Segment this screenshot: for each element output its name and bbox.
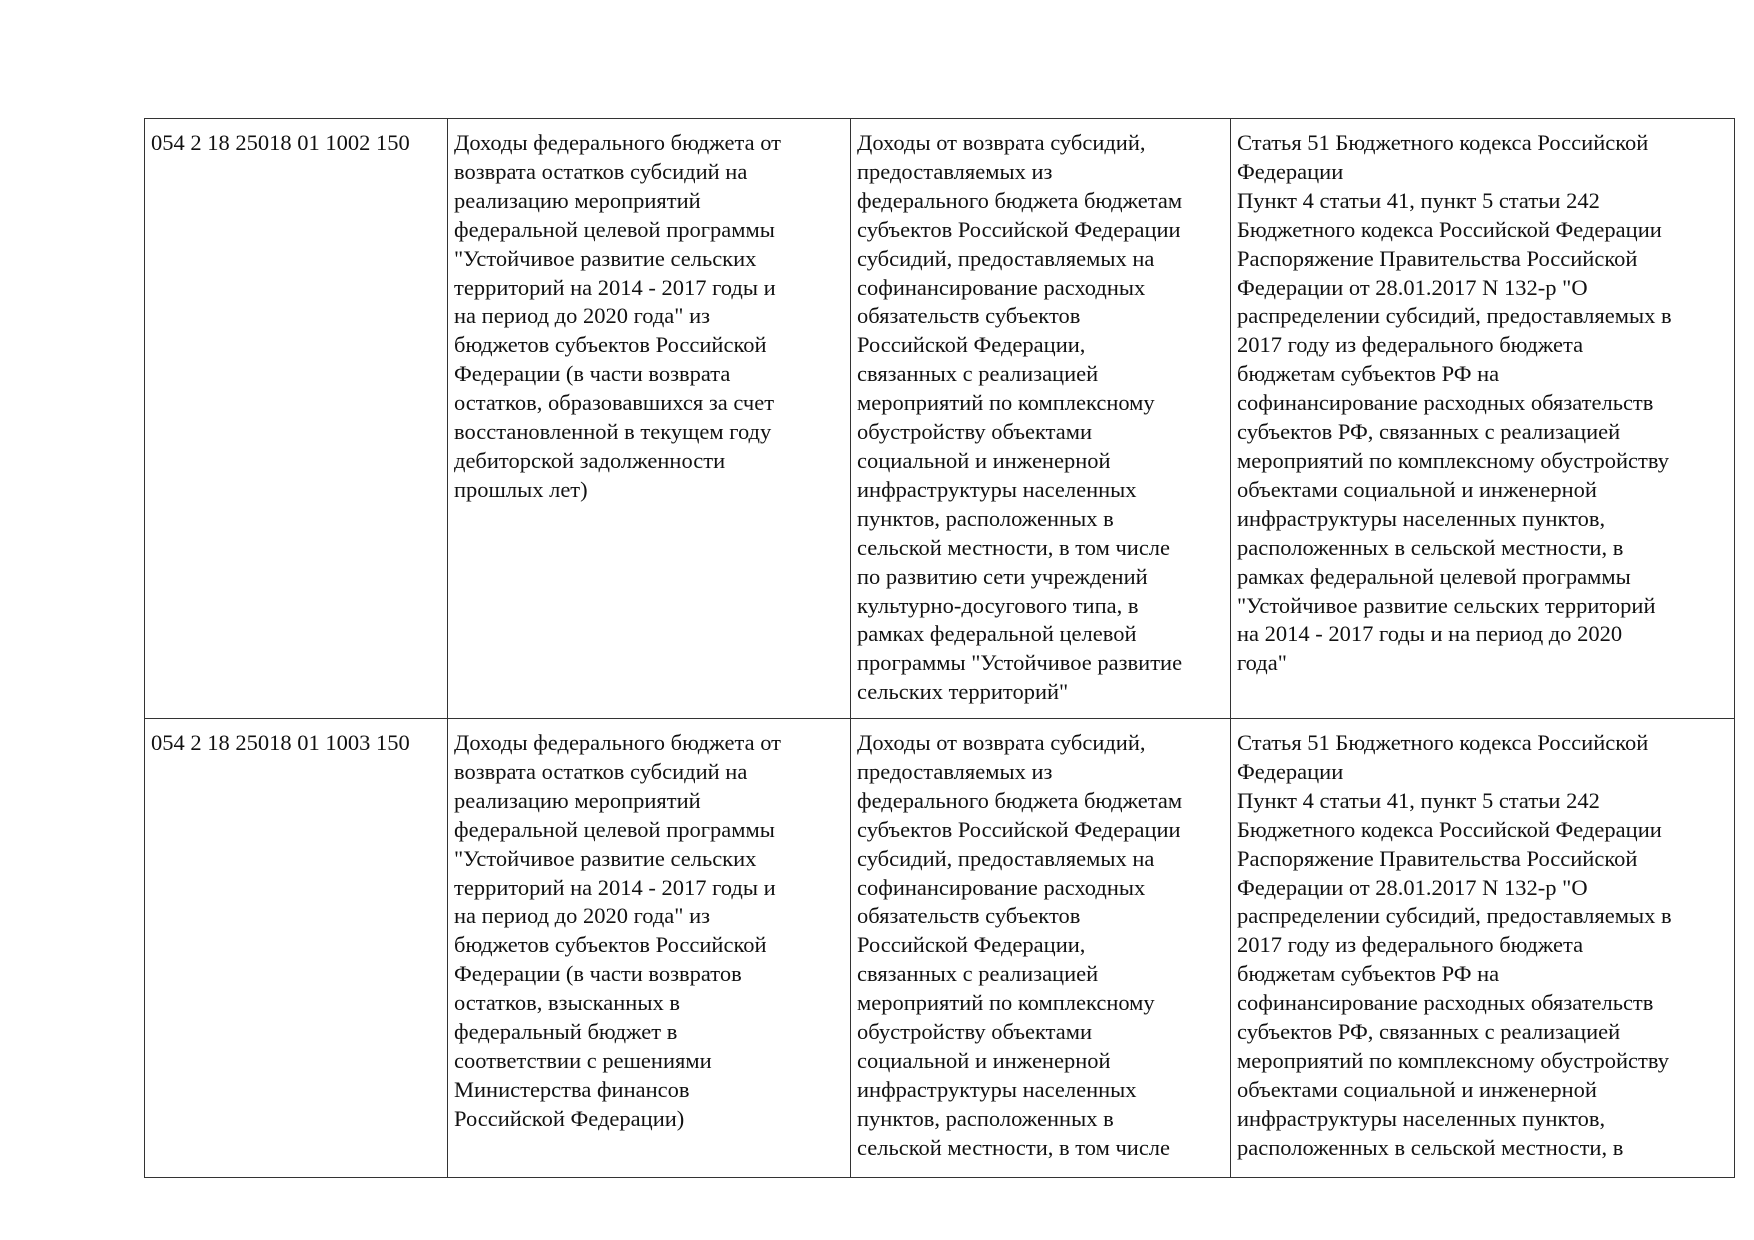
budget-codes-table <box>144 118 1735 1178</box>
description-cell: Доходы от возврата субсидий, предоставляемых из федерального бюджета бюджетам субъектов Российской Федерации субсидий, предоставляемых на софинансирование расходных обязательств субъектов Российской Федерации, связанных с реализацией мероприятий по комплексному обустройству объектами социальной и инженерной инфраструктуры населенных пунктов, расположенных в сельской местности, в том числе по развитию сети учреждений культурно-досугового типа, в рамках федеральной целевой программы "Устойчивое развитие сельских территорий" <box>851 119 1231 719</box>
legal-basis-cell: Статья 51 Бюджетного кодекса Российской Федерации Пункт 4 статьи 41, пункт 5 статьи 242 Бюджетного кодекса Российской Федерации Распоряжение Правительства Российской Федерации от 28.01.2017 N 132-р "О распределении субсидий, предоставляемых в 2017 году из федерального бюджета бюджетам субъектов РФ на софинансирование расходных обязательств субъектов РФ, связанных с реализацией мероприятий по комплексному обустройству объектами социальной и инженерной инфраструктуры населенных пунктов, расположенных в сельской местности, в рамках федеральной целевой программы "Устойчивое развитие сельских территорий на 2014 - 2017 годы и на период до 2020 года" <box>1231 119 1735 719</box>
name-cell: Доходы федерального бюджета от возврата остатков субсидий на реализацию мероприятий федеральной целевой программы "Устойчивое развитие сельских территорий на 2014 - 2017 годы и на период до 2020 года" из бюджетов субъектов Российской Федерации (в части возврата остатков, образовавшихся за счет восстановленной в текущем году дебиторской задолженности прошлых лет) <box>448 119 851 719</box>
code-cell: 054 2 18 25018 01 1002 150 <box>145 119 448 719</box>
table-row <box>145 119 1735 719</box>
table-row <box>145 719 1735 1178</box>
legal-basis-cell: Статья 51 Бюджетного кодекса Российской Федерации Пункт 4 статьи 41, пункт 5 статьи 242 Бюджетного кодекса Российской Федерации Распоряжение Правительства Российской Федерации от 28.01.2017 N 132-р "О распределении субсидий, предоставляемых в 2017 году из федерального бюджета бюджетам субъектов РФ на софинансирование расходных обязательств субъектов РФ, связанных с реализацией мероприятий по комплексному обустройству объектами социальной и инженерной инфраструктуры населенных пунктов, расположенных в сельской местности, в <box>1231 719 1735 1178</box>
name-cell: Доходы федерального бюджета от возврата остатков субсидий на реализацию мероприятий федеральной целевой программы "Устойчивое развитие сельских территорий на 2014 - 2017 годы и на период до 2020 года" из бюджетов субъектов Российской Федерации (в части возвратов остатков, взысканных в федеральный бюджет в соответствии с решениями Министерства финансов Российской Федерации) <box>448 719 851 1178</box>
description-cell: Доходы от возврата субсидий, предоставляемых из федерального бюджета бюджетам субъектов Российской Федерации субсидий, предоставляемых на софинансирование расходных обязательств субъектов Российской Федерации, связанных с реализацией мероприятий по комплексному обустройству объектами социальной и инженерной инфраструктуры населенных пунктов, расположенных в сельской местности, в том числе <box>851 719 1231 1178</box>
code-cell: 054 2 18 25018 01 1003 150 <box>145 719 448 1178</box>
